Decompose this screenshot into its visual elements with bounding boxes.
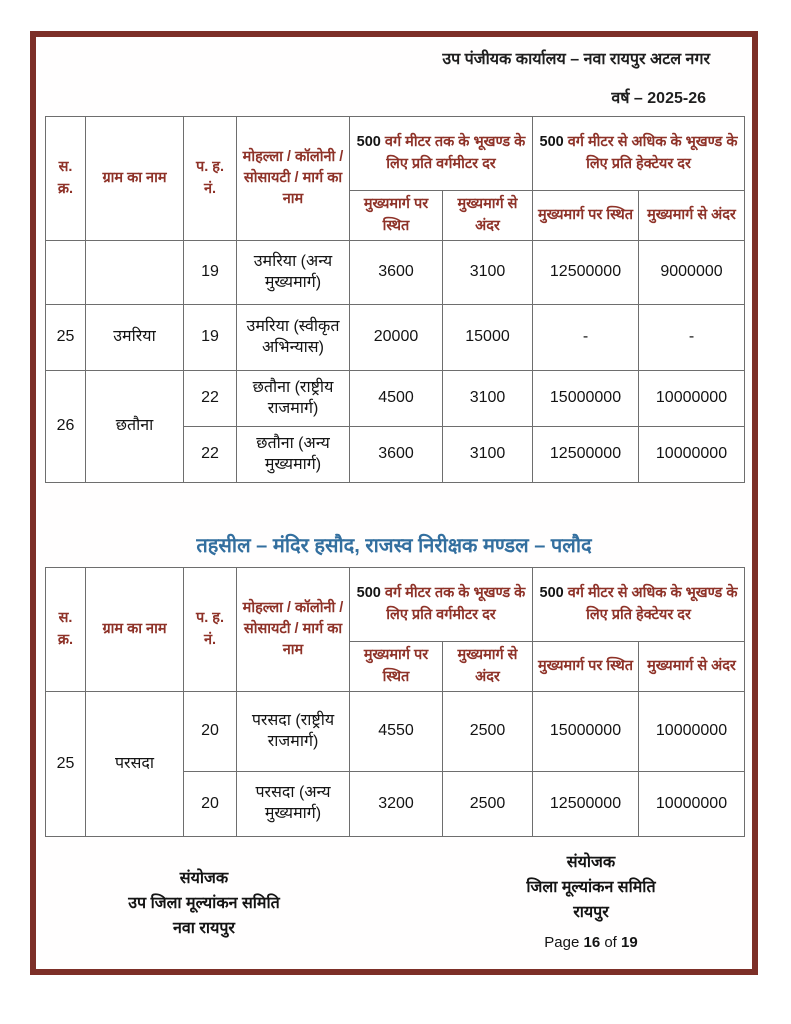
tehsil-section-title: तहसील – मंदिर हसौद, राजस्व निरीक्षक मण्डल – पलौद [196,535,592,557]
left-committee-name: उप जिला मूल्यांकन समिति [128,894,280,912]
village-cell: उमरिया [86,305,184,371]
sub-col-on-main-header: मुख्यमार्ग पर स्थित [533,191,639,241]
group-above-500-number: 500 [539,134,564,151]
phn-cell: 22 [184,371,237,427]
village-cell: परसदा [86,692,184,837]
page-current-number: 16 [583,934,601,952]
village-cell [86,241,184,305]
rates-table-1 [45,116,745,483]
area-cell: छतौना (राष्ट्रीय राजमार्ग) [237,371,350,427]
sub-col-on-main-header: मुख्यमार्ग पर स्थित [350,642,443,692]
group-upto-500-header [350,117,533,191]
left-signature-block [94,867,314,955]
village-cell: छतौना [86,371,184,483]
sqm-off-main-cell: 3100 [443,371,533,427]
ha-off-main-cell: - [639,305,745,371]
col-serial-header: स. क्र. [46,568,86,692]
area-cell: उमरिया (स्वीकृत अभिन्यास) [237,305,350,371]
group-upto-500-text: वर्ग मीटर तक के भूखण्ड के लिए प्रति वर्गमीटर दर [384,585,526,623]
page-of-word: of [600,934,622,952]
phn-cell: 19 [184,305,237,371]
col-phn-header: प. ह. नं. [184,568,237,692]
group-upto-500-text: वर्ग मीटर तक के भूखण्ड के लिए प्रति वर्गमीटर दर [384,134,526,172]
group-above-500-text: वर्ग मीटर से अधिक के भूखण्ड के लिए प्रति हेक्टेयर दर [567,585,738,623]
area-cell: छतौना (अन्य मुख्यमार्ग) [237,427,350,483]
phn-cell: 19 [184,241,237,305]
phn-cell: 20 [184,692,237,772]
sqm-off-main-cell: 3100 [443,241,533,305]
serial-cell: 25 [46,692,86,837]
col-area-header: मोहल्ला / कॉलोनी / सोसायटी / मार्ग का नाम [237,117,350,241]
left-signatory-title: संयोजक [179,870,229,887]
sqm-off-main-cell: 15000 [443,305,533,371]
area-cell: परसदा (राष्ट्रीय राजमार्ग) [237,692,350,772]
phn-cell: 20 [184,772,237,837]
table-row [46,692,745,772]
ha-off-main-cell: 10000000 [639,692,745,772]
table-header-row-1 [46,117,745,191]
serial-cell: 25 [46,305,86,371]
col-area-header: मोहल्ला / कॉलोनी / सोसायटी / मार्ग का नाम [237,568,350,692]
group-above-500-header [533,117,745,191]
page-total-number: 19 [621,934,638,952]
sub-col-off-main-header: मुख्यमार्ग से अंदर [443,191,533,241]
ha-off-main-cell: 10000000 [639,427,745,483]
year-label: वर्ष – 2025-26 [611,90,706,107]
ha-off-main-cell: 9000000 [639,241,745,305]
sqm-on-main-cell: 3600 [350,427,443,483]
group-upto-500-number: 500 [356,585,381,602]
document-header [36,37,752,108]
sub-col-off-main-header: मुख्यमार्ग से अंदर [639,191,745,241]
page-word: Page [544,934,584,952]
right-committee-name: जिला मूल्यांकन समिति [526,878,656,896]
sqm-on-main-cell: 4500 [350,371,443,427]
table-row [46,371,745,427]
table-row [46,305,745,371]
table-header-row-1 [46,568,745,642]
ha-on-main-cell: 12500000 [533,772,639,837]
sqm-on-main-cell: 4550 [350,692,443,772]
ha-off-main-cell: 10000000 [639,772,745,837]
sqm-on-main-cell: 3200 [350,772,443,837]
page-number-indicator [486,931,696,954]
group-above-500-header [533,568,745,642]
sub-col-off-main-header: मुख्यमार्ग से अंदर [639,642,745,692]
col-serial-header: स. क्र. [46,117,86,241]
sqm-off-main-cell: 3100 [443,427,533,483]
sqm-on-main-cell: 20000 [350,305,443,371]
col-phn-header: प. ह. नं. [184,117,237,241]
area-cell: परसदा (अन्य मुख्यमार्ग) [237,772,350,837]
group-upto-500-number: 500 [356,134,381,151]
sqm-off-main-cell: 2500 [443,692,533,772]
office-title: उप पंजीयक कार्यालय – नवा रायपुर अटल नगर [442,51,710,68]
col-village-header: ग्राम का नाम [86,568,184,692]
sub-col-on-main-header: मुख्यमार्ग पर स्थित [533,642,639,692]
sqm-on-main-cell: 3600 [350,241,443,305]
sub-col-on-main-header: मुख्यमार्ग पर स्थित [350,191,443,241]
table-row [46,241,745,305]
ha-on-main-cell: 15000000 [533,371,639,427]
serial-cell: 26 [46,371,86,483]
phn-cell: 22 [184,427,237,483]
left-committee-place: नवा रायपुर [173,919,235,937]
serial-cell [46,241,86,305]
col-village-header: ग्राम का नाम [86,117,184,241]
rates-table-2 [45,567,745,837]
right-signature-block [486,851,696,955]
group-above-500-text: वर्ग मीटर से अधिक के भूखण्ड के लिए प्रति हेक्टेयर दर [567,134,738,172]
ha-on-main-cell: 12500000 [533,427,639,483]
sub-col-off-main-header: मुख्यमार्ग से अंदर [443,642,533,692]
right-committee-place: रायपुर [573,903,609,921]
right-signatory-title: संयोजक [566,854,616,871]
sqm-off-main-cell: 2500 [443,772,533,837]
ha-on-main-cell: 15000000 [533,692,639,772]
area-cell: उमरिया (अन्य मुख्यमार्ग) [237,241,350,305]
group-upto-500-header [350,568,533,642]
ha-on-main-cell: - [533,305,639,371]
ha-off-main-cell: 10000000 [639,371,745,427]
signature-footer [36,837,752,955]
page-border-frame [30,31,758,975]
ha-on-main-cell: 12500000 [533,241,639,305]
group-above-500-number: 500 [539,585,564,602]
